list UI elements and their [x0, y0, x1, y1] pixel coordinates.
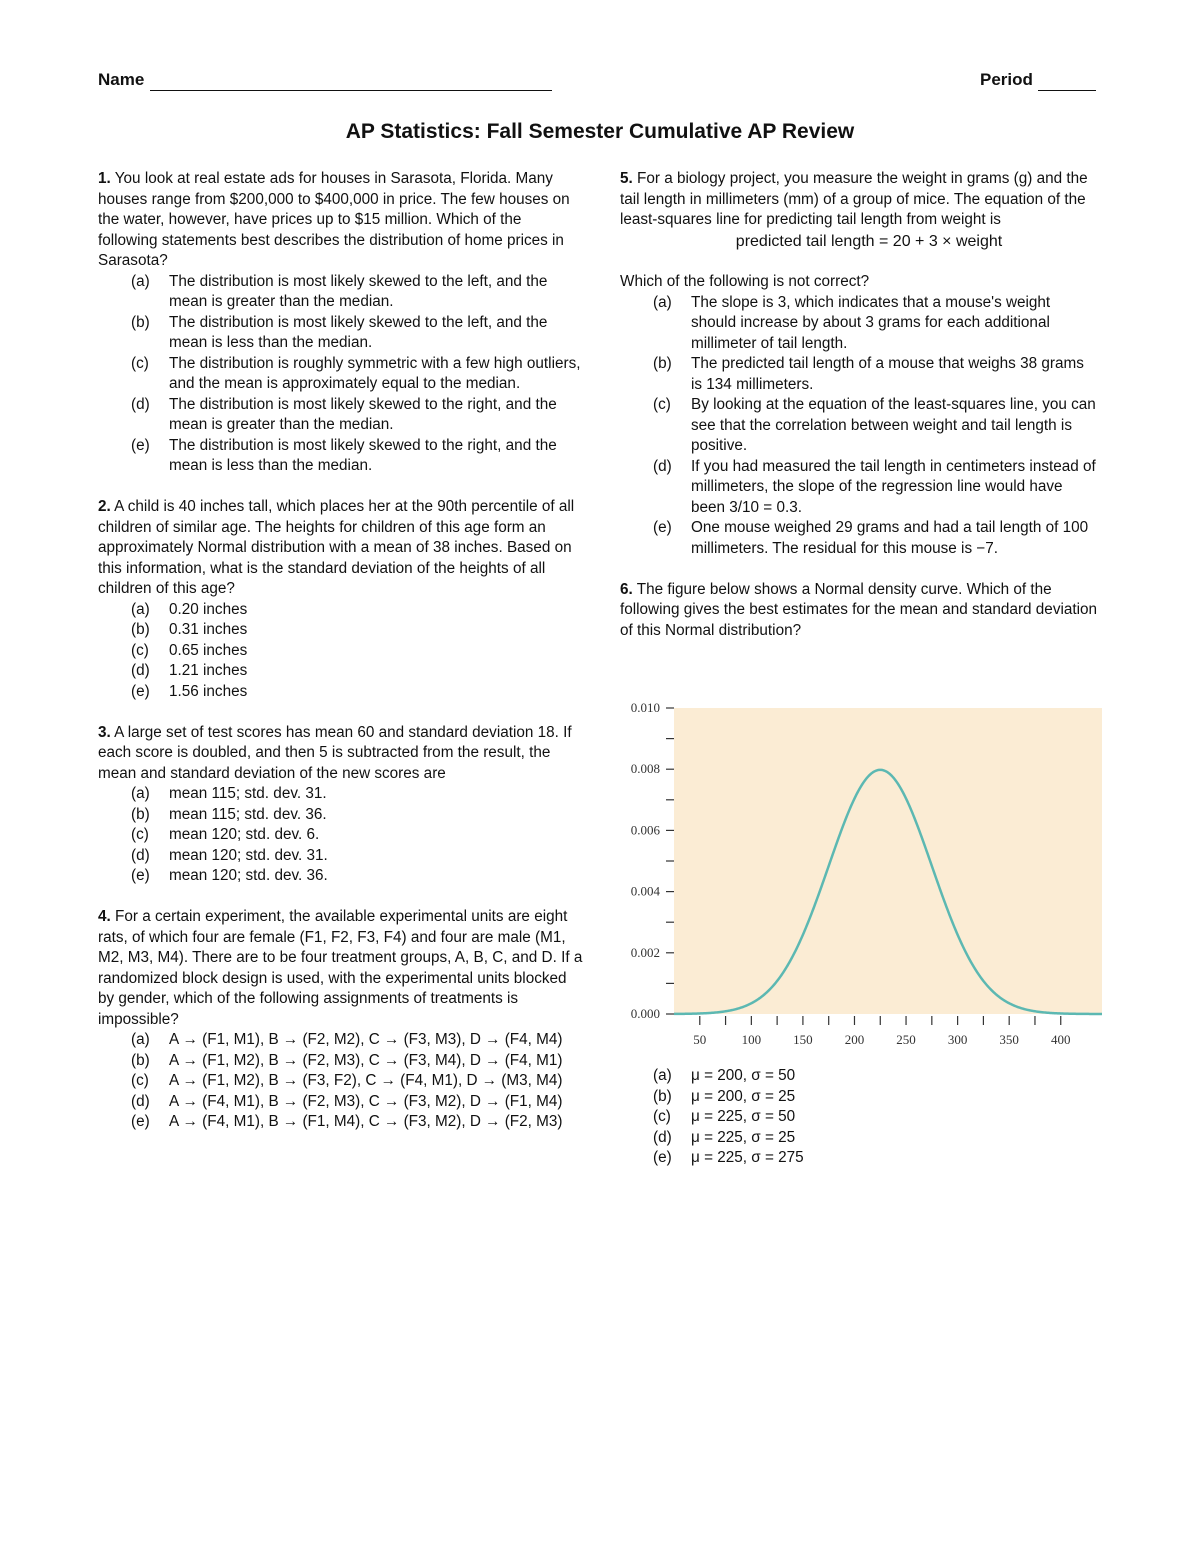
- option-letter: (d): [653, 1128, 672, 1146]
- answer-option: [98, 272, 584, 313]
- answer-option: [98, 805, 584, 826]
- page-title: AP Statistics: Fall Semester Cumulative AP Review: [345, 120, 855, 143]
- option-letter: (a): [131, 272, 150, 290]
- option-text: The slope is 3, which indicates that a mouse's weight should increase by about 3 grams for each additional millimeter of tail length.: [691, 293, 1051, 352]
- option-letter: (d): [131, 662, 150, 679]
- name-label: Name: [98, 70, 145, 89]
- option-letter: (b): [131, 805, 150, 823]
- option-letter: (c): [653, 1108, 671, 1125]
- y-tick-label: 0.002: [630, 944, 660, 960]
- x-tick-label: 300: [947, 1032, 968, 1047]
- question-4: [98, 907, 584, 1133]
- x-tick-label: 200: [844, 1032, 865, 1047]
- question-stem: 2. A child is 40 inches tall, which places her at the 90th percentile of all children of similar age. The heights for children of this age form an approximately Normal distribution with a mean of 38 inches. Based on this information, what is the standard deviation of the heights of all children of this age?: [98, 498, 575, 597]
- x-tick-label: 150: [793, 1032, 813, 1047]
- option-text: A → (F4, M1), B → (F2, M3), C → (F3, M2), D → (F1, M4): [169, 1092, 563, 1110]
- option-text: μ = 225, σ = 25: [691, 1128, 796, 1146]
- x-tick-label: 250: [896, 1032, 916, 1047]
- y-tick-label: 0.008: [630, 761, 660, 777]
- answer-option: [98, 1030, 584, 1051]
- option-text: The distribution is most likely skewed to the right, and the mean is greater than the median.: [169, 395, 557, 433]
- answer-option: [620, 518, 1098, 559]
- option-text: μ = 200, σ = 50: [691, 1067, 796, 1084]
- option-text: A → (F1, M2), B → (F3, F2), C → (F4, M1), D → (M3, M4): [169, 1072, 563, 1089]
- y-tick-label: 0.000: [630, 1006, 660, 1021]
- answer-option: [620, 1066, 1098, 1087]
- answer-option: [98, 436, 584, 477]
- option-text: One mouse weighed 29 grams and had a tail length of 100 millimeters. The residual for this mouse is −7.: [691, 519, 1089, 557]
- option-letter: (a): [653, 293, 672, 311]
- option-letter: (b): [131, 621, 150, 638]
- answer-option: [98, 784, 584, 805]
- option-text: The distribution is most likely skewed to the left, and the mean is less than the median.: [169, 313, 548, 351]
- option-letter: (d): [131, 395, 150, 413]
- answer-option: [98, 1112, 584, 1133]
- question-5: [620, 169, 1098, 559]
- option-letter: (d): [131, 1092, 150, 1110]
- normal-density-chart: [618, 692, 1104, 1058]
- option-letter: (e): [653, 1149, 672, 1166]
- answer-options: [98, 272, 584, 477]
- answer-option: [98, 1051, 584, 1072]
- answer-option: [98, 620, 584, 641]
- question-1: [98, 169, 584, 477]
- answer-option: [98, 825, 584, 846]
- answer-option: [620, 1128, 1098, 1149]
- answer-options: [620, 293, 1098, 560]
- chart-svg: [618, 692, 1104, 1058]
- answer-option: [620, 1107, 1098, 1128]
- question-number: 1: [98, 170, 107, 187]
- answer-option: [98, 1071, 584, 1092]
- option-letter: (c): [131, 826, 149, 843]
- option-text: mean 120; std. dev. 6.: [169, 826, 320, 843]
- option-text: A → (F4, M1), B → (F1, M4), C → (F3, M2), D → (F2, M3): [169, 1113, 563, 1130]
- y-axis: [631, 700, 674, 1021]
- answer-option: [620, 1087, 1098, 1108]
- question-prompt: Which of the following is not correct?: [620, 273, 870, 290]
- question-2: [98, 497, 584, 702]
- option-letter: (b): [131, 313, 150, 331]
- answer-option: [98, 395, 584, 436]
- question-stem: 6. The figure below shows a Normal density curve. Which of the following gives the best estimates for the mean and standard deviation of this Normal distribution?: [620, 580, 1098, 639]
- option-text: mean 120; std. dev. 36.: [169, 867, 328, 884]
- option-text: μ = 225, σ = 275: [691, 1149, 804, 1166]
- right-column: [620, 169, 1098, 662]
- option-text: The distribution is most likely skewed to the right, and the mean is less than the median.: [169, 436, 557, 474]
- answer-option: [98, 846, 584, 867]
- page-header: [98, 70, 1096, 96]
- answer-option: [620, 395, 1098, 457]
- question-text: You look at real estate ads for houses in Sarasota, Florida. Many houses range from $200,000 to $400,000 in price. The few houses on the water, however, have prices up to $15 million. Which of the following statements best describes the distribution of home prices in Sarasota?: [98, 170, 570, 269]
- option-letter: (c): [131, 641, 149, 659]
- name-blank-line: [150, 90, 552, 91]
- option-text: The predicted tail length of a mouse that weighs 38 grams is 134 millimeters.: [691, 355, 1084, 393]
- answer-option: [620, 457, 1098, 519]
- question-number: 2: [98, 498, 107, 515]
- option-letter: (a): [653, 1067, 672, 1084]
- option-letter: (d): [653, 457, 672, 475]
- option-text: 0.31 inches: [169, 621, 248, 638]
- option-text: mean 115; std. dev. 31.: [169, 785, 327, 802]
- answer-option: [98, 866, 584, 887]
- question-3: [98, 723, 584, 887]
- option-letter: (a): [131, 600, 150, 618]
- question-text: For a biology project, you measure the weight in grams (g) and the tail length in millimeters (mm) of a group of mice. The equation of the least-squares line for predicting tail length from weight is: [620, 170, 1088, 228]
- option-letter: (b): [653, 1087, 672, 1105]
- question-6: [620, 580, 1098, 642]
- answer-option: [98, 1092, 584, 1113]
- answer-option: [98, 600, 584, 621]
- option-text: The distribution is most likely skewed to the left, and the mean is greater than the median.: [169, 272, 548, 310]
- option-text: 0.65 inches: [169, 641, 248, 659]
- question-text: The figure below shows a Normal density curve. Which of the following gives the best estimates for the mean and standard deviation of this Normal distribution?: [620, 580, 1098, 639]
- option-text: 1.56 inches: [169, 682, 248, 700]
- question-stem: 5. For a biology project, you measure the weight in grams (g) and the tail length in millimeters (mm) of a group of mice. The equation of the least-squares line for predicting tail length from weight is: [620, 170, 1088, 228]
- option-text: By looking at the equation of the least-squares line, you can see that the correlation between weight and tail length is positive.: [691, 396, 1096, 454]
- y-tick-label: 0.010: [630, 700, 660, 715]
- regression-equation: predicted tail length = 20 + 3 × weight: [735, 232, 1003, 250]
- answer-option: [98, 354, 584, 395]
- answer-option: [98, 661, 584, 682]
- option-letter: (a): [131, 785, 150, 802]
- answer-option: [620, 354, 1098, 395]
- option-letter: (e): [131, 1113, 150, 1130]
- answer-option: [98, 682, 584, 703]
- question-number: 5: [620, 170, 629, 187]
- x-tick-label: 100: [741, 1032, 762, 1047]
- option-text: The distribution is roughly symmetric with a few high outliers, and the mean is approximately equal to the median.: [169, 354, 581, 392]
- left-column: [98, 169, 584, 1153]
- option-letter: (d): [131, 846, 150, 864]
- question-number: 4: [98, 908, 107, 925]
- answer-option: [620, 1148, 1098, 1169]
- option-letter: (e): [131, 436, 150, 454]
- option-letter: (c): [131, 354, 149, 372]
- x-tick-label: 350: [999, 1032, 1019, 1047]
- answer-options: [98, 1030, 584, 1133]
- option-text: μ = 225, σ = 50: [691, 1108, 796, 1125]
- option-text: 0.20 inches: [169, 600, 248, 618]
- y-tick-label: 0.006: [630, 822, 660, 838]
- x-tick-label: 400: [1050, 1032, 1071, 1047]
- answer-options: [98, 784, 584, 887]
- option-letter: (b): [131, 1051, 150, 1069]
- option-text: μ = 200, σ = 25: [691, 1087, 796, 1105]
- answer-option: [620, 293, 1098, 355]
- question-text: A large set of test scores has mean 60 and standard deviation 18. If each score is doubled, and then 5 is subtracted from the result, the mean and standard deviation of the new scores are: [98, 723, 572, 782]
- question-stem: 1. You look at real estate ads for houses in Sarasota, Florida. Many houses range from $200,000 to $400,000 in price. The few houses on the water, however, have prices up to $15 million. Which of the following statements best describes the distribution of home prices in Sarasota?: [98, 170, 570, 269]
- option-letter: (b): [653, 355, 672, 372]
- period-label: Period: [980, 70, 1033, 89]
- question-stem: 4. For a certain experiment, the available experimental units are eight rats, of which four are female (F1, F2, F3, F4) and four are male (M1, M2, M3, M4). There are to be four treatment groups, A, B, C, and D. If a randomized block design is used, with the experimental units blocked by gender, which of the following assignments of treatments is impossible?: [98, 908, 583, 1028]
- answer-options: [98, 600, 584, 703]
- option-text: mean 120; std. dev. 31.: [169, 846, 328, 864]
- question-stem: 3. A large set of test scores has mean 60 and standard deviation 18. If each score is doubled, and then 5 is subtracted from the result, the mean and standard deviation of the new scores are: [98, 723, 572, 782]
- plot-background: [674, 708, 1102, 1014]
- option-text: 1.21 inches: [169, 662, 248, 679]
- option-letter: (e): [653, 519, 672, 536]
- period-blank-line: [1038, 90, 1096, 91]
- option-text: If you had measured the tail length in centimeters instead of millimeters, the slope of the regression line would have been 3/10 = 0.3.: [691, 457, 1096, 516]
- question-text: A child is 40 inches tall, which places her at the 90th percentile of all children of similar age. The heights for children of this age form an approximately Normal distribution with a mean of 38 inches. Based on this information, what is the standard deviation of the heights of all children of this age?: [98, 498, 575, 597]
- question-number: 3: [98, 723, 107, 741]
- option-letter: (e): [131, 682, 150, 700]
- answer-options-q6: [620, 1066, 1098, 1169]
- option-text: mean 115; std. dev. 36.: [169, 805, 327, 823]
- question-text: For a certain experiment, the available experimental units are eight rats, of which four are female (F1, F2, F3, F4) and four are male (M1, M2, M3, M4). There are to be four treatment groups, A, B, C, and D. If a randomized block design is used, with the experimental units blocked by gender, which of the following assignments of treatments is impossible?: [98, 908, 583, 1028]
- answer-option: [98, 313, 584, 354]
- option-letter: (c): [653, 396, 671, 413]
- question-number: 6: [620, 580, 629, 598]
- answer-option: [98, 641, 584, 662]
- option-text: A → (F1, M2), B → (F2, M3), C → (F3, M4), D → (F4, M1): [169, 1051, 563, 1069]
- option-letter: (e): [131, 867, 150, 884]
- option-letter: (a): [131, 1031, 150, 1048]
- option-text: A → (F1, M1), B → (F2, M2), C → (F3, M3), D → (F4, M4): [169, 1031, 563, 1048]
- x-axis: [693, 1016, 1070, 1047]
- x-tick-label: 50: [693, 1032, 707, 1047]
- y-tick-label: 0.004: [630, 883, 660, 899]
- option-letter: (c): [131, 1072, 149, 1089]
